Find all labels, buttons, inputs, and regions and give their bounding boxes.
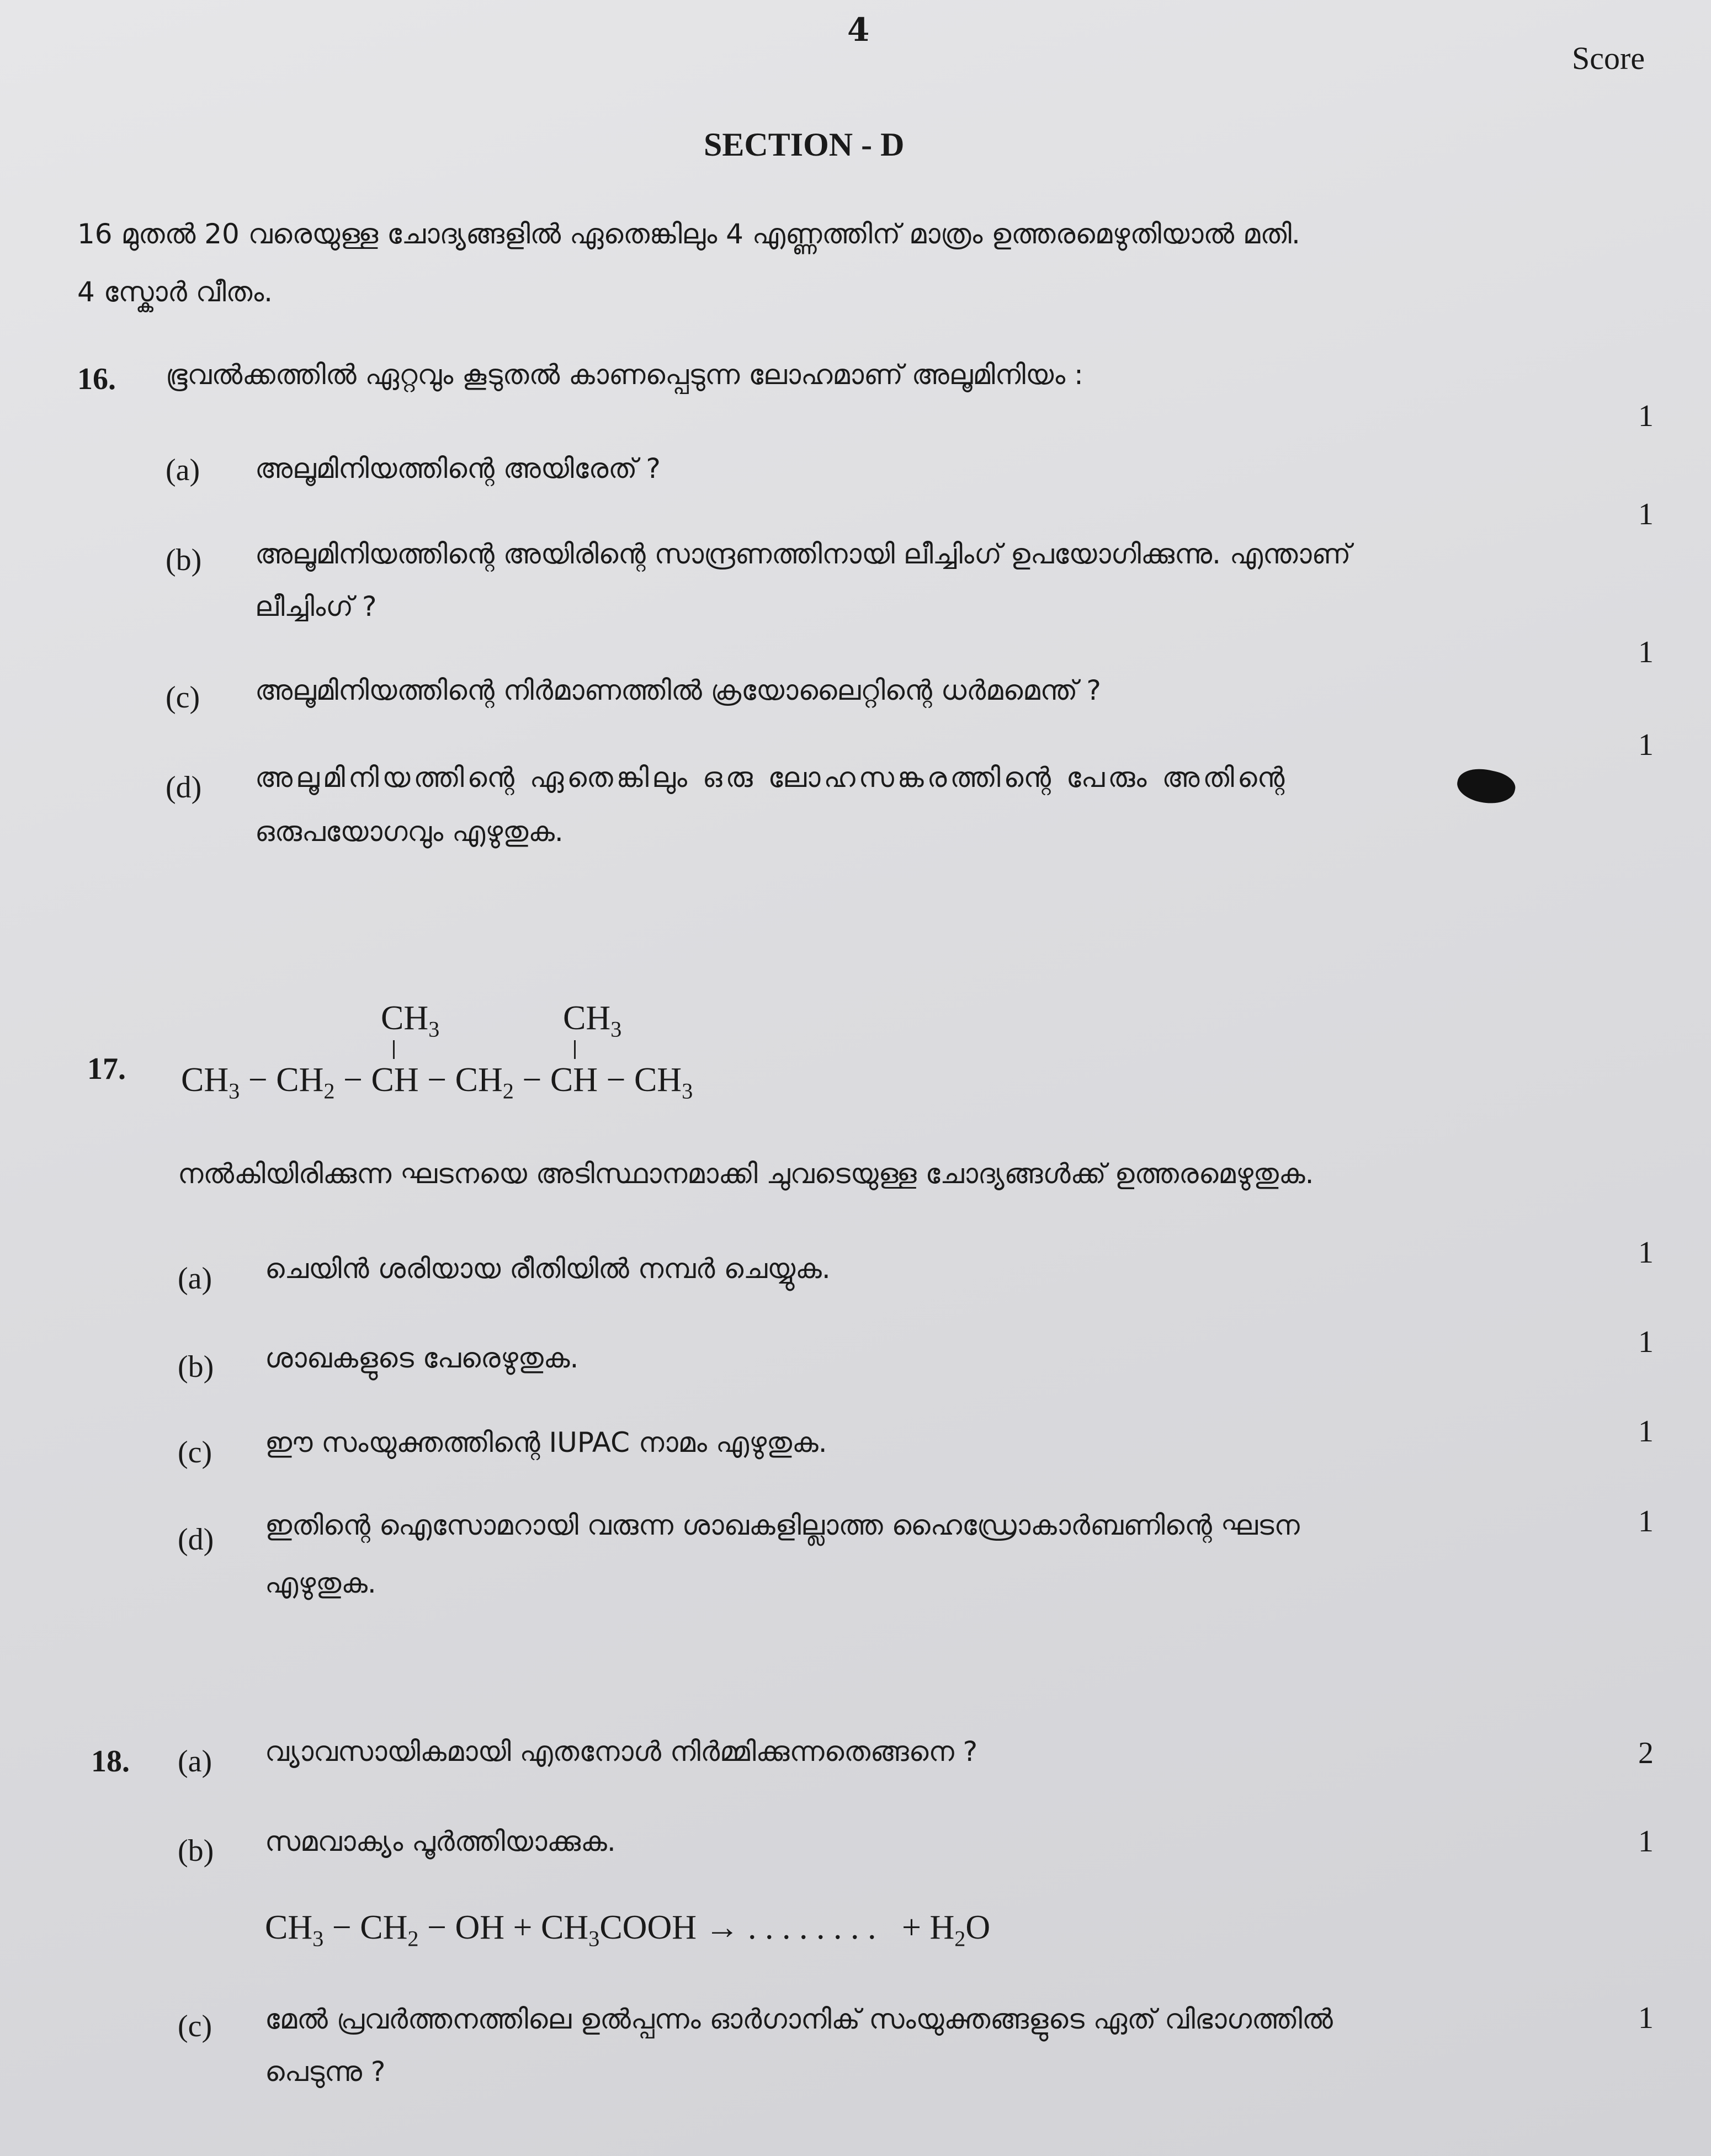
part-text: സമവാക്യം പൂർത്തിയാക്കുക. <box>265 1825 616 1857</box>
part-text: ശാഖകളുടെ പേരെഴുതുക. <box>265 1342 579 1374</box>
part-label: (a) <box>166 453 200 487</box>
part-text-continued: ഒരുപയോഗവും എഴുതുക. <box>255 816 564 848</box>
part-score: 1 <box>1638 497 1654 531</box>
part-label: (c) <box>166 680 200 715</box>
branch-bond <box>574 1040 576 1059</box>
part-score: 1 <box>1638 399 1654 433</box>
part-score: 2 <box>1638 1736 1654 1770</box>
part-score: 1 <box>1638 1824 1654 1859</box>
part-text: അലൂമിനിയത്തിന്റെ അയിരേത് ? <box>255 453 661 485</box>
section-instruction-2: 4 സ്കോർ വീതം. <box>77 276 273 308</box>
section-title: SECTION - D <box>704 126 905 163</box>
part-score: 1 <box>1638 635 1654 669</box>
part-text: ഈ സംയുക്തത്തിന്റെ IUPAC നാമം എഴുതുക. <box>265 1426 827 1458</box>
part-text: വ്യാവസായികമായി എതനോൾ നിർമ്മിക്കുന്നതെങ്ങനെ ? <box>265 1736 978 1768</box>
methyl-branch-1: $CH_3$ <box>381 999 440 1042</box>
structural-formula: $CH_3 - CH_2$ − CH − $CH_2$ − CH − $CH_3$ <box>181 1061 693 1104</box>
part-label: (a) <box>178 1261 212 1296</box>
question-number: 18. <box>91 1744 130 1779</box>
part-text: ഇതിന്റെ ഐസോമറായി വരുന്ന ശാഖകളില്ലാത്ത ഹൈഡ്രോകാർബണിന്റെ ഘടന <box>265 1509 1300 1541</box>
part-text-continued: പെടുന്നു ? <box>265 2056 386 2088</box>
part-label: (b) <box>178 1834 214 1868</box>
part-score: 1 <box>1638 1236 1654 1270</box>
page-number: 4 <box>847 11 870 49</box>
part-text: അലൂമിനിയത്തിന്റെ അയിരിന്റെ സാന്ദ്രണത്തിനായി ലീച്ചിംഗ് ഉപയോഗിക്കുന്നു. എന്താണ് <box>255 538 1351 570</box>
question-number: 16. <box>77 362 116 396</box>
part-label: (d) <box>178 1522 214 1557</box>
part-score: 1 <box>1638 1414 1654 1449</box>
part-label: (b) <box>166 543 202 577</box>
part-label: (b) <box>178 1350 214 1384</box>
part-score: 1 <box>1638 728 1654 762</box>
chemical-equation: $CH_3 - CH_2$ − OH + $CH_3COOH$ → . . . . . . . . + $H_2O$ <box>265 1909 991 1951</box>
question-number: 17. <box>87 1052 126 1086</box>
part-text: അലൂമിനിയത്തിന്റെ ഏതെങ്കിലും ഒരു ലോഹസങ്കരത്തിന്റെ പേരും അതിന്റെ <box>255 762 1288 794</box>
part-score: 1 <box>1638 1325 1654 1359</box>
part-text-continued: ലീച്ചിംഗ് ? <box>255 590 377 622</box>
part-text: ചെയിൻ ശരിയായ രീതിയിൽ നമ്പർ ചെയ്യുക. <box>265 1253 831 1285</box>
part-score: 1 <box>1638 1504 1654 1539</box>
score-column-header: Score <box>1572 40 1645 76</box>
part-label: (a) <box>178 1744 212 1779</box>
question-instruction: നൽകിയിരിക്കുന്ന ഘടനയെ അടിസ്ഥാനമാക്കി ചുവടെയുള്ള ചോദ്യങ്ങൾക്ക് ഉത്തരമെഴുതുക. <box>178 1158 1314 1190</box>
branch-bond <box>393 1040 395 1059</box>
part-text: അലൂമിനിയത്തിന്റെ നിർമാണത്തിൽ ക്രയോലൈറ്റിന്റെ ധർമമെന്ത് ? <box>255 674 1101 706</box>
part-text-continued: എഴുതുക. <box>265 1567 376 1599</box>
part-label: (d) <box>166 770 202 805</box>
section-instruction: 16 മുതൽ 20 വരെയുള്ള ചോദ്യങ്ങളിൽ ഏതെങ്കിലും 4 എണ്ണത്തിന് മാത്രം ഉത്തരമെഴുതിയാൽ മതി. <box>77 218 1300 250</box>
ink-blot <box>1454 764 1518 809</box>
part-label: (c) <box>178 2009 212 2043</box>
part-score: 1 <box>1638 2001 1654 2035</box>
part-label: (c) <box>178 1435 212 1470</box>
methyl-branch-2: $CH_3$ <box>563 999 622 1042</box>
part-text: മേൽ പ്രവർത്തനത്തിലെ ഉൽപ്പന്നം ഓർഗാനിക് സംയുക്തങ്ങളുടെ ഏത് വിഭാഗത്തിൽ <box>265 2003 1333 2035</box>
question-stem: ഭൂവൽക്കത്തിൽ ഏറ്റവും കൂടുതൽ കാണപ്പെടുന്ന ലോഹമാണ് അലൂമിനിയം : <box>166 359 1083 391</box>
